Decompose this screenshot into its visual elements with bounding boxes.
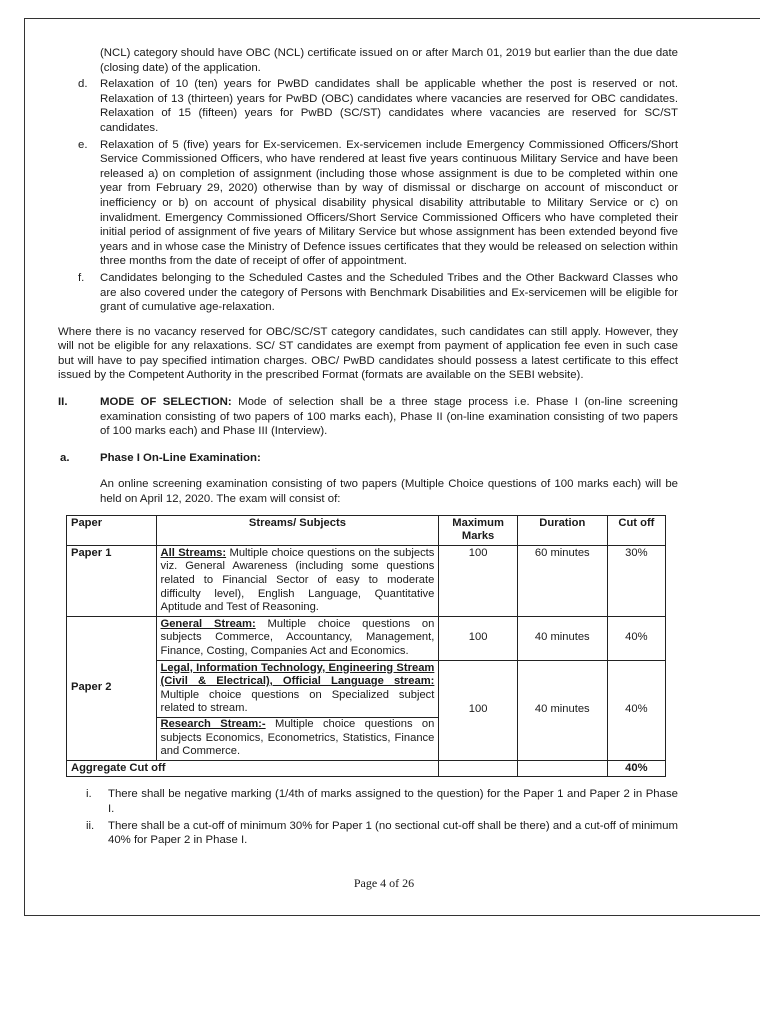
table-row <box>67 616 666 660</box>
continued-text: (NCL) category should have OBC (NCL) certificate issued on or after March 01, 2019 but earlier than the due date (closing date) of the application. <box>100 47 678 74</box>
stream-text: Multiple choice questions on subjects Economics, Econometrics, Statistics, Finance and Commerce. <box>160 717 435 758</box>
list-marker: f. <box>78 271 85 284</box>
paper2-other-streams <box>156 660 439 760</box>
exam-table <box>66 515 666 778</box>
paper2-other-cutoff: 40% <box>607 660 665 760</box>
paper2-other-duration: 40 minutes <box>517 660 607 760</box>
paper1-duration: 60 minutes <box>517 545 607 616</box>
header-paper: Paper <box>67 515 157 545</box>
stream-text: Multiple choice questions on the subjects viz. General Awareness (including some questions related to Financial Sector of easy to moderate difficulty level), English Language, Quantitative Aptitude and Test of Reasoning. <box>160 546 435 614</box>
list-text: There shall be a cut-off of minimum 30% for Paper 1 (no sectional cut-off shall be there) and a cut-off of minimum 40% for Paper 2 in Phase I. <box>108 819 678 847</box>
aggregate-empty-cell <box>439 760 517 777</box>
section-body <box>100 395 678 439</box>
aggregate-label: Aggregate Cut off <box>67 760 439 777</box>
exam-intro: An online screening examination consisting of two papers (Multiple Choice questions of 100 marks each) will be held on April 12, 2020. The exam will consist of: <box>100 478 678 506</box>
paper2-name: Paper 2 <box>67 616 157 760</box>
subsection-heading <box>58 451 678 466</box>
list-item <box>58 77 678 135</box>
paper1-max: 100 <box>439 545 517 616</box>
stream-label: All Streams: <box>160 546 227 559</box>
list-item <box>86 819 678 848</box>
notes-list <box>86 787 678 847</box>
list-text: Candidates belonging to the Scheduled Castes and the Scheduled Tribes and the Other Backward Classes who are also covered under the category of Persons with Benchmark Disabilities and Ex-servicemen will be eligible for grant of cumulative age-relaxation. <box>100 271 678 314</box>
section-heading: MODE OF SELECTION: <box>100 396 232 409</box>
page-number: Page 4 of 26 <box>353 876 415 890</box>
paper2-general-cutoff: 40% <box>607 616 665 660</box>
aggregate-value: 40% <box>607 760 665 777</box>
list-marker: i. <box>86 788 92 801</box>
paper1-cutoff: 30% <box>607 545 665 616</box>
paper2-general-stream <box>156 616 439 660</box>
stream-label: Research Stream:- <box>160 717 266 730</box>
list-item <box>58 138 678 269</box>
table-row <box>67 660 666 760</box>
paper1-name: Paper 1 <box>67 545 157 616</box>
list-marker: ii. <box>86 819 95 832</box>
research-stream <box>157 717 439 759</box>
subsection-marker: a. <box>60 451 70 464</box>
header-duration: Duration <box>517 515 607 545</box>
list-text: Relaxation of 5 (five) years for Ex-servicemen. Ex-servicemen include Emergency Commissioned Officers/Short Service Commissioned Officers, who have rendered at least five years continuous Military Service and have been released a) on completion of assignment (including those whose assignment is due to be completed within one year from February 29, 2020) otherwise than by way of dismissal or discharge on account of misconduct or inefficiency or b) on account of physical disability physical disability attributable to Military Service or c) on invalidment. Emergency Commissioned Officers/Short Service Commissioned Officers who have completed their initial period of assignment of five years of Military Service but whose assignment has been extended beyond five years and in whose case the Ministry of Defence issues certificates that they would be released on selection within three months from the date of receipt of offer of appointment. <box>100 138 678 268</box>
header-max-marks: Maximum Marks <box>439 515 517 545</box>
header-streams: Streams/ Subjects <box>156 515 439 545</box>
stream-label: Legal, Information Technology, Engineering Stream (Civil & Electrical), Official Language stream: <box>160 661 435 688</box>
list-item <box>86 787 678 816</box>
list-marker: e. <box>78 138 88 151</box>
subsection-title: Phase I On-Line Examination: <box>100 451 261 464</box>
list-text: There shall be negative marking (1/4th of marks assigned to the question) for the Paper 1 and Paper 2 in Phase I. <box>108 788 678 815</box>
stream-text: Multiple choice questions on subjects Commerce, Accountancy, Management, Finance, Costing, Companies Act and Economics. <box>160 617 435 657</box>
stream-text: Multiple choice questions on Specialized subject related to stream. <box>160 688 435 715</box>
list-text: Relaxation of 10 (ten) years for PwBD candidates shall be applicable whether the post is reserved or not. Relaxation of 13 (thirteen) years for PwBD (OBC) candidates where vacancies are reserved for OBC candidates. Relaxation of 15 (fifteen) years for PwBD (SC/ST) candidates where vacancies are reserved for SC/ST candidates. <box>100 78 678 134</box>
paper2-general-max: 100 <box>439 616 517 660</box>
list-item <box>58 271 678 315</box>
header-cutoff: Cut off <box>607 515 665 545</box>
paper1-streams <box>156 545 439 616</box>
relaxation-paragraph: Where there is no vacancy reserved for OBC/SC/ST category candidates, such candidates can still apply. However, they will not be eligible for any relaxations. SC/ ST candidates are exempt from payment of application fee even in such case but will have to pay specified intimation charges. OBC/ PwBD candidates should possess a latest certificate to this effect issued by the Competent Authority in the prescribed Format (formats are available on the SEBI website). <box>58 325 678 382</box>
list-marker: d. <box>78 78 88 91</box>
table-row <box>67 545 666 616</box>
section-mode-of-selection <box>58 395 678 439</box>
table-row <box>67 760 666 777</box>
paper2-general-duration: 40 minutes <box>517 616 607 660</box>
stream-label: General Stream: <box>160 617 256 630</box>
legal-stream <box>161 662 435 716</box>
paper2-other-max: 100 <box>439 660 517 760</box>
section-text: Mode of selection shall be a three stage process i.e. Phase I (on-line screening examination consisting of two papers of 100 marks each), Phase II (on-line examination consisting of two papers of 100 marks each) and Phase III (Interview). <box>100 396 678 438</box>
aggregate-empty-cell <box>517 760 607 777</box>
section-marker: II. <box>58 396 68 409</box>
document-body <box>58 46 678 850</box>
table-header-row <box>67 515 666 545</box>
